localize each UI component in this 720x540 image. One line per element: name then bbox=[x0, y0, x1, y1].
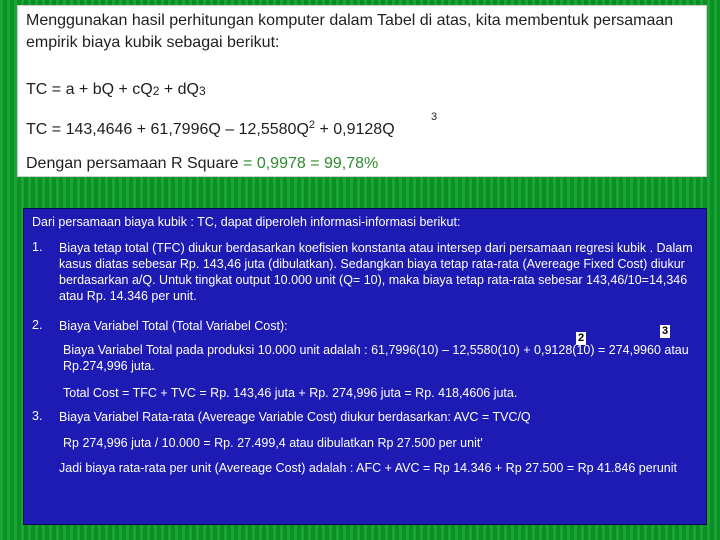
eq-part: TC = 143,4646 + 61,7996Q – 12,5580Q bbox=[26, 121, 309, 138]
cube-exponent: 3 bbox=[431, 111, 438, 123]
avc-detail: Rp 274,996 juta / 10.000 = Rp. 27.499,4 atau dibulatkan Rp 27.500 per unit' bbox=[63, 436, 483, 450]
item-number: 2. bbox=[32, 318, 43, 332]
total-cost-line: Total Cost = TFC + TVC = Rp. 143,46 juta + Rp. 274,996 juta = Rp. 418,4606 juta. bbox=[63, 386, 518, 400]
eq-part: TC = a + bQ + cQ bbox=[26, 81, 153, 98]
eq-exponent: 2 bbox=[152, 84, 160, 98]
info-intro: Dari persamaan biaya kubik : TC, dapat diperoleh informasi-informasi berikut: bbox=[32, 215, 461, 229]
exponent-box: 3 bbox=[661, 325, 669, 337]
item-number: 1. bbox=[32, 240, 43, 254]
item-variable-cost: Biaya Variabel Total (Total Variabel Cost): bbox=[59, 319, 288, 333]
item-average-variable-cost: Biaya Variabel Rata-rata (Avereage Variable Cost) diukur berdasarkan: AVC = TVC/Q bbox=[59, 410, 531, 424]
eq-exponent: 2 bbox=[308, 119, 316, 131]
fitted-equation bbox=[26, 121, 395, 139]
eq-part: + dQ bbox=[159, 81, 199, 98]
eq-exponent: 3 bbox=[198, 84, 206, 98]
info-panel bbox=[23, 208, 707, 525]
variable-cost-detail: Biaya Variabel Total pada produksi 10.000 unit adalah : 61,7996(10) – 12,5580(10) + 0,9128(10) = 274,9960 atau Rp.274,996 juta. bbox=[63, 343, 689, 373]
r-square-value: = 0,9978 = 99,78% bbox=[243, 155, 379, 172]
intro-text: Menggunakan hasil perhitungan komputer dalam Tabel di atas, kita membentuk persamaan empirik biaya kubik sebagai berikut: bbox=[26, 12, 674, 51]
average-cost-conclusion: Jadi biaya rata-rata per unit (Avereage Cost) adalah : AFC + AVC = Rp 14.346 + Rp 27.500 = Rp 41.846 perunit bbox=[59, 461, 677, 475]
r-square-line bbox=[26, 155, 378, 173]
item-fixed-cost: Biaya tetap total (TFC) diukur berdasarkan koefisien konstanta atau intersep dari persamaan regresi kubik . Dalam kasus diatas sebesar Rp. 143,46 juta (dibulatkan). Sedangkan biaya tetap rata-rata (Avereage Fixed Cost) diukur berdasarkan a/Q. Untuk tingkat output 10.000 unit (Q= 10), maka biaya tetap rata-rata sebesar 143,46/10=14,346 atau Rp. 14.346 per unit. bbox=[59, 241, 693, 303]
exponent-box: 2 bbox=[577, 332, 585, 344]
equation-panel bbox=[17, 5, 707, 177]
item-number: 3. bbox=[32, 409, 43, 423]
eq-part: + 0,9128Q bbox=[315, 121, 395, 138]
general-equation bbox=[26, 81, 206, 99]
r-square-label: Dengan persamaan R Square bbox=[26, 155, 244, 172]
